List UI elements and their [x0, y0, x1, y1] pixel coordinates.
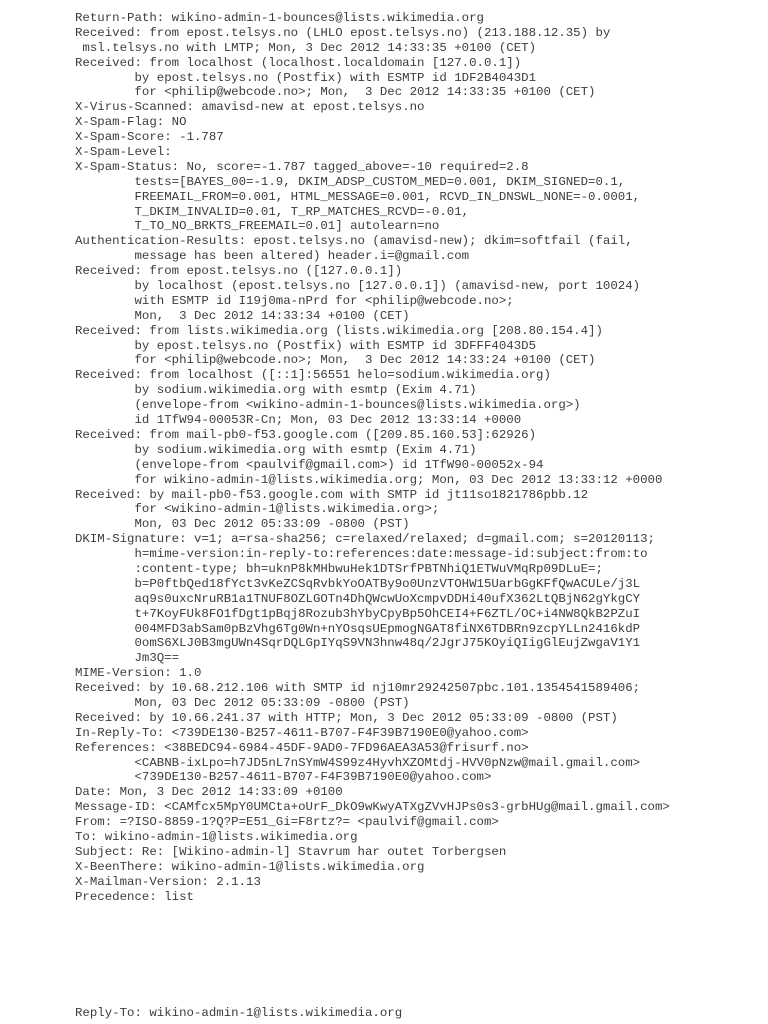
email-header-line: Message-ID: <CAMfcx5MpY0UMCta+oUrF_DkO9wKwyATXgZVvHJPs0s3-grbHUg@mail.gmail.com>	[75, 800, 670, 815]
email-header-line: X-Spam-Score: -1.787	[75, 130, 224, 145]
email-header-line: Jm3Q==	[75, 651, 180, 666]
email-header-line: for wikino-admin-1@lists.wikimedia.org; Mon, 03 Dec 2012 13:33:12 +0000	[75, 472, 663, 487]
email-header-line: msl.telsys.no with LMTP; Mon, 3 Dec 2012 14:33:35 +0100 (CET)	[75, 40, 537, 55]
email-header-line: for <wikino-admin-1@lists.wikimedia.org>;	[75, 502, 440, 517]
email-header-line: (envelope-from <paulvif@gmail.com>) id 1TfW90-00052x-94	[75, 457, 544, 472]
email-header-line: message has been altered) header.i=@gmail.com	[75, 249, 470, 264]
reply-to-header-line: Reply-To: wikino-admin-1@lists.wikimedia.org	[75, 1006, 403, 1020]
email-header-line: Precedence: list	[75, 889, 194, 904]
email-header-line: (envelope-from <wikino-admin-1-bounces@lists.wikimedia.org>)	[75, 398, 581, 413]
email-header-line: for <philip@webcode.no>; Mon, 3 Dec 2012 14:33:35 +0100 (CET)	[75, 85, 596, 100]
email-header-line: Mon, 03 Dec 2012 05:33:09 -0800 (PST)	[75, 695, 410, 710]
email-header-line: Received: from epost.telsys.no ([127.0.0.1])	[75, 264, 403, 279]
email-header-line: 0omS6XLJ0B3mgUWn4SqrDQLGpIYqS9VN3hnw48q/2JgrJ75KOyiQIigGlEujZwgaV1Y1	[75, 636, 641, 651]
email-header-line: Subject: Re: [Wikino-admin-l] Stavrum har outet Torbergsen	[75, 844, 507, 859]
email-header-line: by sodium.wikimedia.org with esmtp (Exim 4.71)	[75, 383, 477, 398]
email-header-line: id 1TfW94-00053R-Cn; Mon, 03 Dec 2012 13:33:14 +0000	[75, 413, 522, 428]
email-header-line: X-Spam-Level:	[75, 145, 172, 160]
email-header-line: Authentication-Results: epost.telsys.no (amavisd-new); dkim=softfail (fail,	[75, 234, 633, 249]
email-header-line: <CABNB-ixLpo=h7JD5nL7nSYmW4S99z4HyvhXZOMtdj-HVV0pNzw@mail.gmail.com>	[75, 755, 641, 770]
email-header-line: X-Virus-Scanned: amavisd-new at epost.telsys.no	[75, 100, 425, 115]
email-header-line: Received: by 10.66.241.37 with HTTP; Mon, 3 Dec 2012 05:33:09 -0800 (PST)	[75, 710, 618, 725]
email-header-line: Received: from mail-pb0-f53.google.com ([209.85.160.53]:62926)	[75, 427, 537, 442]
email-header-line: From: =?ISO-8859-1?Q?P=E51_Gi=F8rtz?= <paulvif@gmail.com>	[75, 815, 499, 830]
email-header-line: Date: Mon, 3 Dec 2012 14:33:09 +0100	[75, 785, 343, 800]
email-header-line: Mon, 03 Dec 2012 05:33:09 -0800 (PST)	[75, 517, 410, 532]
email-header-line: Received: from epost.telsys.no (LHLO epost.telsys.no) (213.188.12.35) by	[75, 25, 611, 40]
email-header-line: for <philip@webcode.no>; Mon, 3 Dec 2012 14:33:24 +0100 (CET)	[75, 353, 596, 368]
email-header-line: Return-Path: wikino-admin-1-bounces@lists.wikimedia.org	[75, 11, 484, 25]
email-header-line: b=P0ftbQed18fYct3vKeZCSqRvbkYoOATBy9o0UnzVTOHW15UarbGgKFfQwACULe/j3L	[75, 576, 641, 591]
email-header-line: t+7KoyFUk8FO1fDgt1pBqj8Rozub3hYbyCpyBp5OhCEI4+F6ZTL/OC+i4NW8QkB2PZuI	[75, 606, 641, 621]
email-raw-headers	[75, 11, 765, 904]
email-header-line: In-Reply-To: <739DE130-B257-4611-B707-F4F39B7190E0@yahoo.com>	[75, 725, 529, 740]
email-header-line: by epost.telsys.no (Postfix) with ESMTP id 3DFFF4043D5	[75, 338, 537, 353]
email-header-line: Received: by 10.68.212.106 with SMTP id nj10mr29242507pbc.101.1354541589406;	[75, 681, 641, 696]
email-header-line: by epost.telsys.no (Postfix) with ESMTP id 1DF2B4043D1	[75, 70, 537, 85]
email-header-line: Received: from lists.wikimedia.org (lists.wikimedia.org [208.80.154.4])	[75, 323, 603, 338]
email-header-line: Received: from localhost (localhost.localdomain [127.0.0.1])	[75, 55, 522, 70]
email-header-line: To: wikino-admin-1@lists.wikimedia.org	[75, 829, 358, 844]
email-header-line: 004MFD3abSam0pBzVhg6Tg0Wn+nYOsqsUEpmogNGAT8fiNX6TDBRn9zcpYLLn2416kdP	[75, 621, 641, 636]
email-header-line: References: <38BEDC94-6984-45DF-9AD0-7FD96AEA3A53@frisurf.no>	[75, 740, 529, 755]
email-header-line: tests=[BAYES_00=-1.9, DKIM_ADSP_CUSTOM_MED=0.001, DKIM_SIGNED=0.1,	[75, 174, 626, 189]
email-header-line: X-Spam-Status: No, score=-1.787 tagged_above=-10 required=2.8	[75, 159, 529, 174]
email-header-line: with ESMTP id I19j0ma-nPrd for <philip@webcode.no>;	[75, 293, 514, 308]
email-header-line: DKIM-Signature: v=1; a=rsa-sha256; c=relaxed/relaxed; d=gmail.com; s=20120113;	[75, 532, 655, 547]
email-header-line: X-BeenThere: wikino-admin-1@lists.wikimedia.org	[75, 859, 425, 874]
email-header-line: Received: by mail-pb0-f53.google.com with SMTP id jt11so1821786pbb.12	[75, 487, 589, 502]
email-header-line: T_TO_NO_BRKTS_FREEMAIL=0.01] autolearn=no	[75, 219, 440, 234]
email-header-line: <739DE130-B257-4611-B707-F4F39B7190E0@yahoo.com>	[75, 770, 492, 785]
email-header-line: FREEMAIL_FROM=0.001, HTML_MESSAGE=0.001, RCVD_IN_DNSWL_NONE=-0.0001,	[75, 189, 641, 204]
email-header-line: :content-type; bh=uknP8kMHbwuHek1DTSrfPBTNhiQ1ETWuVMqRp09DLuE=;	[75, 561, 603, 576]
email-header-line: X-Mailman-Version: 2.1.13	[75, 874, 261, 889]
email-header-line: MIME-Version: 1.0	[75, 666, 202, 681]
email-header-line: Received: from localhost ([::1]:56551 helo=sodium.wikimedia.org)	[75, 368, 551, 383]
email-header-line: h=mime-version:in-reply-to:references:date:message-id:subject:from:to	[75, 547, 648, 562]
email-header-line: aq9s0uxcNruRB1a1TNUF8OZLGOTn4DhQWcwUoXcmpvDDHi40ufX362LtQBjN62gYkgCY	[75, 591, 641, 606]
email-header-line: Mon, 3 Dec 2012 14:33:34 +0100 (CET)	[75, 308, 410, 323]
email-header-line: by sodium.wikimedia.org with esmtp (Exim 4.71)	[75, 442, 477, 457]
email-header-line: T_DKIM_INVALID=0.01, T_RP_MATCHES_RCVD=-0.01,	[75, 204, 470, 219]
email-header-line: X-Spam-Flag: NO	[75, 115, 187, 130]
email-header-line: by localhost (epost.telsys.no [127.0.0.1]) (amavisd-new, port 10024)	[75, 279, 641, 294]
